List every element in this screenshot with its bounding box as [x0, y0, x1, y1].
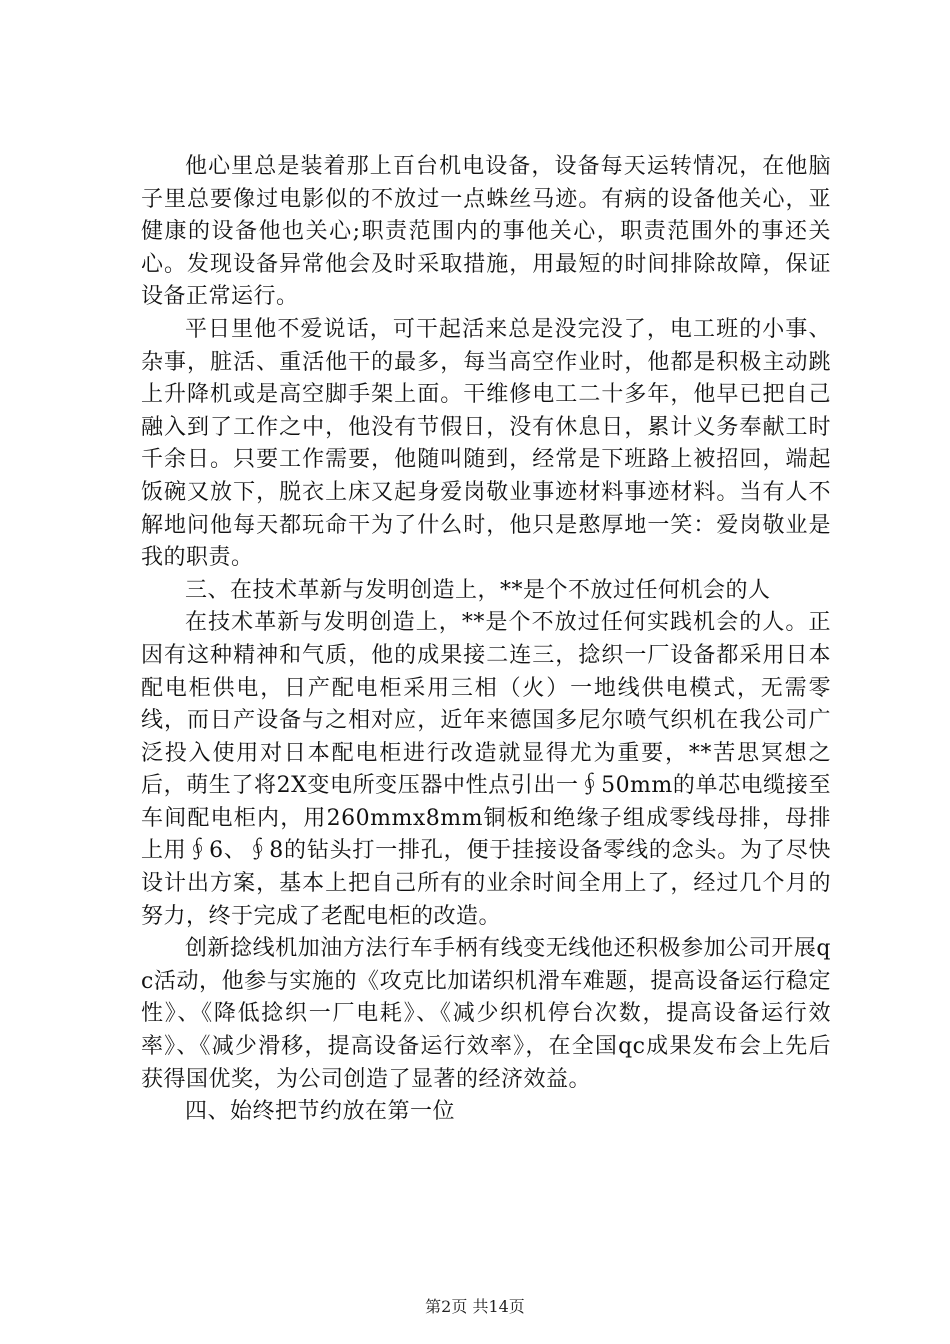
section-heading-4: 四、始终把节约放在第一位: [185, 1099, 456, 1125]
paragraph-qc-activities: 创新捻线机加油方法行车手柄有线变无线他还积极参加公司开展qc活动，他参与实施的《攻克比加诺织机滑车难题，提高设备运行稳定性》、《降低捻织一厂电耗》、《减少织机停台次数，提高设备运行效率》、《减少滑移，提高设备运行效率》，在全国qc成果发布会上先后获得国优奖，为公司创造了显著的经济效益。: [141, 936, 831, 1092]
document-body: [141, 151, 831, 1129]
page-footer: 第2页 共14页: [425, 1297, 525, 1316]
section-heading-3: 三、在技术革新与发明创造上，**是个不放过任何机会的人: [185, 577, 771, 603]
paragraph-daily-work: 平日里他不爱说话，可干起活来总是没完没了，电工班的小事、杂事，脏活、重活他干的最多，每当高空作业时，他都是积极主动跳上升降机或是高空脚手架上面。干维修电工二十多年，他早已把自己融入到了工作之中，他没有节假日，没有休息日，累计义务奉献工时千余日。只要工作需要，他随叫随到，经常是下班路上被招回，端起饭碗又放下，脱衣上床又起身爱岗敬业事迹材料事迹材料。当有人不解地问他每天都玩命干为了什么时，他只是憨厚地一笑：爱岗敬业是我的职责。: [141, 316, 831, 571]
paragraph-innovation: 在技术革新与发明创造上，**是个不放过任何实践机会的人。正因有这种精神和气质，他的成果接二连三，捻织一厂设备都采用日本配电柜供电，日产配电柜采用三相（火）一地线供电模式，无需零线，而日产设备与之相对应，近年来德国多尼尔喷气织机在我公司广泛投入使用对日本配电柜进行改造就显得尤为重要，**苦思冥想之后，萌生了将2X变电所变压器中性点引出一∮50mm的单芯电缆接至车间配电柜内，用260mmx8mm铜板和绝缘子组成零线母排，母排上用∮6、∮8的钻头打一排孔，便于挂接设备零线的念头。为了尽快设计出方案，基本上把自己所有的业余时间全用上了，经过几个月的努力，终于完成了老配电柜的改造。: [141, 610, 831, 929]
paragraph-equipment-care: 他心里总是装着那上百台机电设备，设备每天运转情况，在他脑子里总要像过电影似的不放过一点蛛丝马迹。有病的设备他关心，亚健康的设备他也关心;职责范围内的事他关心，职责范围外的事还关心。发现设备异常他会及时采取措施，用最短的时间排除故障，保证设备正常运行。: [141, 154, 831, 310]
